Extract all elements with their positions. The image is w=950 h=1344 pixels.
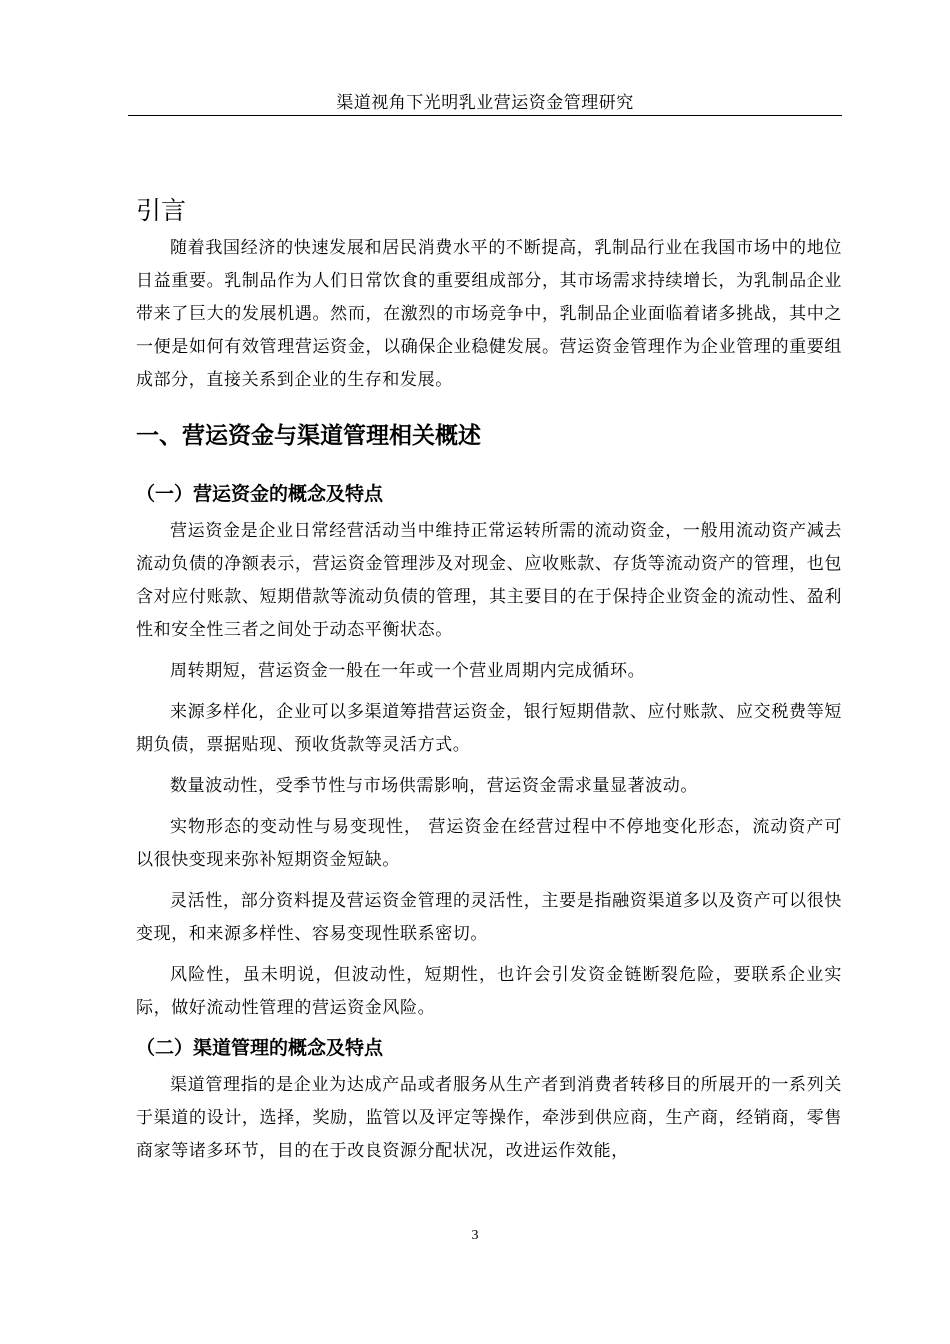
intro-paragraph: 随着我国经济的快速发展和居民消费水平的不断提高，乳制品行业在我国市场中的地位日益重要。乳制品作为人们日常饮食的重要组成部分，其市场需求持续增长，为乳制品企业带来了巨大的发展机遇。然而，在激烈的市场竞争中，乳制品企业面临着诸多挑战，其中之一便是如何有效管理营运资金，以确保企业稳健发展。营运资金管理作为企业管理的重要组成部分，直接关系到企业的生存和发展。: [136, 238, 842, 390]
paragraph: 风险性，虽未明说，但波动性，短期性，也许会引发资金链断裂危险，要联系企业实际，做好流动性管理的营运资金风险。: [136, 965, 842, 1018]
paragraph: 营运资金是企业日常经营活动当中维持正常运转所需的流动资金，一般用流动资产减去流动负债的净额表示，营运资金管理涉及对现金、应收账款、存货等流动资产的管理，也包含对应付账款、短期借款等流动负债的管理，其主要目的在于保持企业资金的流动性、盈利性和安全性三者之间处于动态平衡状态。: [136, 521, 842, 640]
paragraph: 数量波动性，受季节性与市场供需影响，营运资金需求量显著波动。: [170, 776, 698, 796]
intro-heading: 引言: [136, 196, 187, 225]
running-header: 渠道视角下光明乳业营运资金管理研究: [336, 93, 634, 113]
section-1-heading: 一、营运资金与渠道管理相关概述: [136, 423, 481, 449]
paragraph: 灵活性，部分资料提及营运资金管理的灵活性，主要是指融资渠道多以及资产可以很快变现，和来源多样性、容易变现性联系密切。: [136, 891, 842, 944]
paragraph: 渠道管理指的是企业为达成产品或者服务从生产者到消费者转移目的所展开的一系列关于渠道的设计，选择，奖励，监管以及评定等操作，牵涉到供应商，生产商，经销商，零售商家等诸多环节，目的在于改良资源分配状况，改进运作效能，: [136, 1075, 842, 1161]
paragraph: 来源多样化，企业可以多渠道筹措营运资金，银行短期借款、应付账款、应交税费等短期负债，票据贴现、预收货款等灵活方式。: [136, 702, 842, 755]
page-body: [136, 190, 842, 1176]
subsection-1-heading: （一）营运资金的概念及特点: [136, 483, 384, 505]
header-rule: [128, 115, 842, 116]
paragraph: 实物形态的变动性与易变现性， 营运资金在经营过程中不停地变化形态，流动资产可以很快变现来弥补短期资金短缺。: [136, 817, 842, 870]
subsection-2-heading: （二）渠道管理的概念及特点: [136, 1037, 384, 1059]
page-number: 3: [471, 1228, 479, 1243]
paragraph: 周转期短，营运资金一般在一年或一个营业周期内完成循环。: [170, 661, 646, 681]
